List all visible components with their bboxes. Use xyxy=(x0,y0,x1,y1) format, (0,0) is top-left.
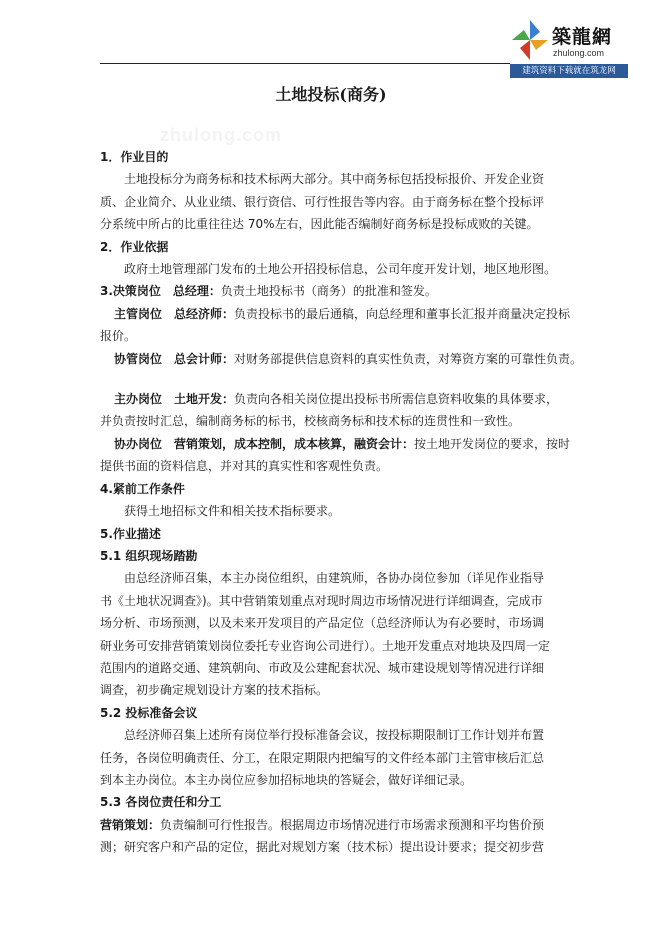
text-line xyxy=(100,836,570,858)
text-run: 获得土地招标文件和相关技术指标要求。 xyxy=(124,504,341,519)
text-line xyxy=(100,567,570,589)
bold-run: 主办岗位 土地开发： xyxy=(114,392,235,407)
text-run: 对财务部提供信息资料的真实性负责，对筹资方案的可靠性负责。 xyxy=(234,351,583,366)
text-run: 土地投标分为商务标和技术标两大部分。其中商务标包括投标报价、开发企业资 xyxy=(124,172,545,187)
text-line xyxy=(100,455,570,477)
text-run: 分系统中所占的比重往往达 70%左右，因此能否编制好商务标是投标成败的关键。 xyxy=(100,217,539,232)
text-run: 场分析、市场预测，以及未来开发项目的产品定位（总经济师认为有必要时，市场调 xyxy=(100,616,545,631)
bold-run: 2．作业依据 xyxy=(100,239,169,254)
zhulong-logo xyxy=(510,18,628,78)
pinwheel-logo-icon xyxy=(510,18,550,62)
bold-run: 5.2 投标准备会议 xyxy=(100,705,198,720)
text-line xyxy=(100,236,570,258)
text-line xyxy=(100,769,570,791)
text-line xyxy=(100,478,570,500)
text-run: 任务，各岗位明确责任、分工，在限定期限内把编写的文件经本部门主管审核后汇总 xyxy=(100,750,545,765)
text-line xyxy=(100,702,570,724)
text-line xyxy=(100,303,570,325)
text-run: 质、企业简介、从业业绩、银行资信、可行性报告等内容。由于商务标在整个投标评 xyxy=(100,194,545,209)
bold-run: 3.决策岗位 总经理： xyxy=(100,284,221,299)
text-line xyxy=(100,523,570,545)
text-run: 负责土地投标书（商务）的批准和签发。 xyxy=(220,284,437,299)
text-line xyxy=(100,814,570,836)
bold-run: 协办岗位 营销策划，成本控制，成本核算，融资会计： xyxy=(114,436,415,451)
text-line xyxy=(100,325,570,347)
document-title: 土地投标(商务) xyxy=(275,85,387,104)
text-line xyxy=(100,410,570,432)
text-run: 负责投标书的最后通稿，向总经理和董事长汇报并商量决定投标 xyxy=(234,306,571,321)
header-rule xyxy=(100,63,510,64)
text-line xyxy=(100,213,570,235)
text-line xyxy=(100,791,570,813)
text-line xyxy=(100,590,570,612)
text-line xyxy=(100,168,570,190)
text-line xyxy=(100,724,570,746)
bold-run: 5.作业描述 xyxy=(100,526,161,541)
text-run: 书《土地状况调查》)。其中营销策划重点对现时周边市场情况进行详细调查，完成市 xyxy=(100,593,543,608)
text-run: 报价。 xyxy=(100,329,137,344)
text-line xyxy=(100,545,570,567)
text-line xyxy=(100,657,570,679)
text-run: 并负责按时汇总，编制商务标的标书，校核商务标和技术标的连贯性和一致性。 xyxy=(100,414,521,429)
text-line xyxy=(100,612,570,634)
text-line xyxy=(100,635,570,657)
logo-mark-area xyxy=(510,18,628,62)
text-run: 调查，初步确定规划设计方案的技术指标。 xyxy=(100,683,329,698)
text-run: 到本主办岗位。本主办岗位应参加招标地块的答疑会，做好详细记录。 xyxy=(100,772,473,787)
text-line xyxy=(100,500,570,522)
text-line xyxy=(100,191,570,213)
blank-line xyxy=(100,370,570,388)
text-run: 按土地开发岗位的要求，按时 xyxy=(414,436,571,451)
text-run: 政府土地管理部门发布的土地公开招投标信息，公司年度开发计划，地区地形图。 xyxy=(124,262,557,277)
text-run: 提供书面的资料信息，并对其的真实性和客观性负责。 xyxy=(100,459,389,474)
text-line xyxy=(100,280,570,302)
text-line xyxy=(100,348,583,370)
logo-slogan: 建筑资料下载就在筑龙网 xyxy=(510,64,628,78)
text-line xyxy=(100,258,570,280)
bold-run: 主管岗位 总经济师： xyxy=(114,306,235,321)
text-line xyxy=(100,679,570,701)
watermark: zhulong.com xyxy=(160,125,282,145)
text-run: 负责向各相关岗位提出投标书所需信息资料收集的具体要求， xyxy=(234,392,559,407)
bold-run: 5.3 各岗位责任和分工 xyxy=(100,795,222,810)
text-line xyxy=(100,388,570,410)
bold-run: 4.紧前工作条件 xyxy=(100,481,185,496)
text-line xyxy=(100,433,570,455)
logo-name: 築龍網 xyxy=(552,26,613,48)
text-run: 负责编制可行性报告。根据周边市场情况进行市场需求预测和平均售价预 xyxy=(160,817,545,832)
text-run: 总经济师召集上述所有岗位举行投标准备会议，按投标期限制订工作计划并布置 xyxy=(124,728,545,743)
text-run: 由总经济师召集，本主办岗位组织，由建筑师，各协办岗位参加（详见作业指导 xyxy=(124,571,545,586)
bold-run: 营销策划： xyxy=(100,817,161,832)
document-body xyxy=(100,146,583,859)
bold-run: 5.1 组织现场踏勘 xyxy=(100,548,198,563)
logo-url: zhulong.com xyxy=(553,48,605,58)
text-run: 测；研究客户和产品的定位，据此对规划方案（技术标）提出设计要求；提交初步营 xyxy=(100,840,545,855)
bold-run: 协管岗位 总会计师： xyxy=(114,351,235,366)
bold-run: 1．作业目的 xyxy=(100,150,169,164)
text-line xyxy=(100,747,570,769)
text-run: 研业务可安排营销策划岗位委托专业咨询公司进行）。土地开发重点对地块及四周一定 xyxy=(100,638,551,653)
text-run: 范围内的道路交通、建筑朝向、市政及公建配套状况、城市建设规划等情况进行详细 xyxy=(100,660,545,675)
text-line xyxy=(100,146,570,168)
